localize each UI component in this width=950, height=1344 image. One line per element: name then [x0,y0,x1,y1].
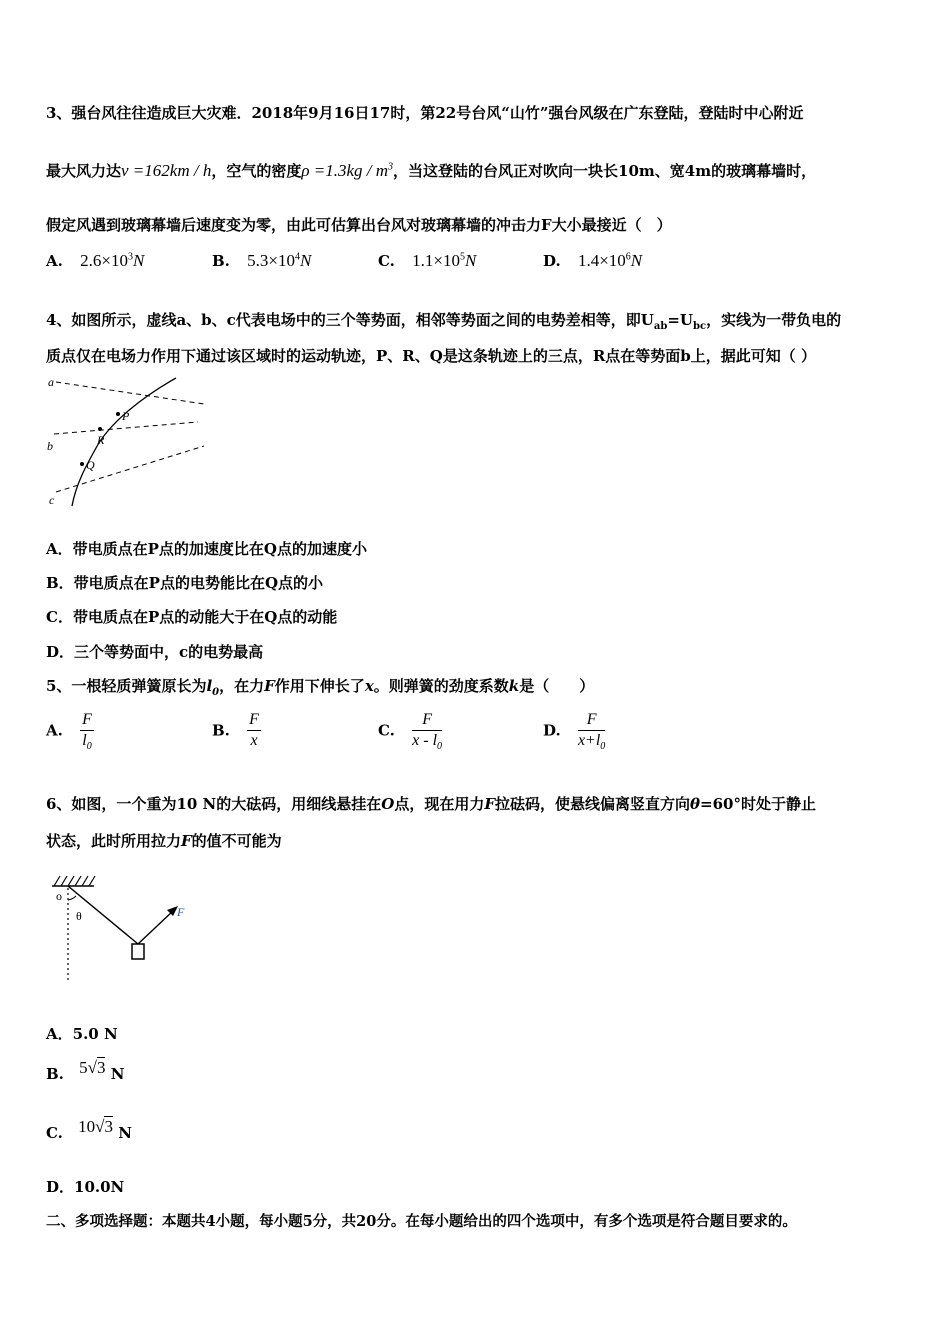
q6-line2-b: 的值不可能为 [191,832,282,850]
den-sub: 0 [600,741,606,753]
option-label: D. [543,721,561,740]
q6-line1 [46,793,816,814]
option-exp: 5 [459,251,465,263]
q3-option-d[interactable] [543,251,642,271]
force-line [138,910,174,944]
den-base: l [432,732,438,749]
option-label: A. [46,252,63,270]
q6-line1-d: =60°时处于静止 [700,795,816,813]
q5-k: k [508,677,520,695]
q5-option-a[interactable] [46,711,94,752]
q4-eq: =U [667,311,694,329]
den-base: x [250,732,258,749]
option-exp: 4 [294,251,300,263]
option-value [247,251,311,270]
q3-option-b[interactable] [212,251,311,271]
radicand: 3 [96,1058,106,1077]
q4-sub-bc: bc [693,321,707,332]
option-exp: 6 [625,251,631,263]
point-q [80,462,84,466]
q3-line2 [46,160,816,181]
q4-line1-b: ，实线为一带负电的 [706,311,842,329]
q5-stem-d: 。则弹簧的劲度系数 [373,677,509,695]
q4-option-b[interactable]: B．带电质点在P点的电势能比在Q点的小 [46,574,324,592]
q5-option-c[interactable] [378,711,442,752]
option-unit: N [464,251,477,270]
q5-stem [46,675,594,698]
sqrt-sign: √ [87,1058,97,1077]
option-label: B. [212,252,230,270]
fraction-numerator: F [578,711,605,731]
den-prefix: x+ [577,732,596,749]
q5-f: F [264,677,275,695]
fraction-denominator [578,731,605,752]
q5-option-b[interactable] [212,711,261,752]
sqrt-sign: √ [95,1117,105,1136]
q5-stem-a: 5、一根轻质弹簧原长为 [46,677,207,695]
point-p [116,412,120,416]
q5-stem-e: 是（ ） [519,677,595,695]
q5-l0-sub: 0 [212,687,220,698]
q6-line2-a: 状态，此时所用拉力 [46,832,182,850]
q3-option-c[interactable] [378,251,476,271]
option-value [80,251,144,270]
option-unit: N [630,251,643,270]
q5-l0-base: l [206,677,213,695]
q5-option-d[interactable] [543,711,605,752]
label-c: c [49,493,55,507]
option-unit: N [118,1124,132,1142]
q4-option-d[interactable]: D．三个等势面中，c的电势最高 [46,643,264,661]
option-exp: 3 [127,251,133,263]
option-value [78,1117,113,1136]
label-a: a [48,375,54,389]
q6-theta: θ [690,795,701,813]
q5-x: x [364,677,374,695]
fraction-denominator [412,731,442,752]
fraction-denominator [247,731,261,752]
label-p: P [122,409,130,423]
label-r: R [97,433,105,447]
q4-sub-ab: ab [653,321,668,332]
option-label: D. [543,252,561,270]
q6-pendulum-figure [46,870,196,990]
label-theta: θ [76,909,82,923]
option-label: B. [212,721,230,740]
label-f: F [177,905,185,919]
option-fraction [80,711,94,752]
q4-line1-a: 4、如图所示，虚线a、b、c代表电场中的三个等势面，相邻等势面之间的电势差相等，即U [46,311,654,329]
q6-option-b[interactable] [46,1058,125,1084]
q3-option-a[interactable] [46,251,144,271]
den-prefix: x - [412,732,433,749]
fraction-numerator: F [80,711,94,731]
den-sub: 0 [437,741,443,753]
option-value [578,251,642,270]
label-o: o [56,889,62,903]
option-fraction [578,711,605,752]
q6-option-d[interactable]: D．10.0N [46,1178,125,1196]
option-unit: N [132,251,145,270]
q6-option-a[interactable]: A．5.0 N [46,1025,118,1043]
den-base: l [595,732,601,749]
ceiling-hatch [54,876,95,886]
q6-line1-a: 6、如图，一个重为10 N的大砝码，用细线悬挂在 [46,795,382,813]
q5-stem-b: ，在力 [219,677,265,695]
q3-line2-suffix: ，当这登陆的台风正对吹向一块长10m、宽4m的玻璃幕墙时， [393,162,817,180]
equipotential-a [56,382,204,404]
q3-density-exp: 3 [388,161,394,173]
q6-f-2: F [181,832,192,850]
q3-velocity-expr: v =162km / h [121,161,212,180]
option-unit: N [110,1065,125,1083]
q4-line1 [46,309,841,332]
q4-option-a[interactable]: A．带电质点在P点的加速度比在Q点的加速度小 [46,540,367,558]
option-unit: N [299,251,312,270]
q5-stem-c: 作用下伸长了 [274,677,365,695]
q6-line1-c: 拉砝码，使悬线偏离竖直方向 [495,795,691,813]
q6-o: O [381,795,395,813]
q3-line3: 假定风遇到玻璃幕墙后速度变为零，由此可估算出台风对玻璃幕墙的冲击力F大小最接近（ ） [46,216,672,234]
fraction-numerator: F [247,711,261,731]
trajectory-curve [72,378,176,506]
option-label: C. [378,252,395,270]
coef: 5 [79,1058,88,1077]
option-label: C. [46,1124,63,1142]
option-fraction [412,711,442,752]
option-label: C. [378,721,395,740]
radicand: 3 [104,1117,113,1136]
section-2-heading: 二、多项选择题：本题共4小题，每小题5分，共20分。在每小题给出的四个选项中，有多个选项是符合题目要求的。 [46,1213,797,1230]
option-mantissa: 1.1×10 [412,251,460,270]
option-fraction [247,711,261,752]
q3-density-base: ρ =1.3kg / m [301,161,389,180]
option-mantissa: 2.6×10 [80,251,128,270]
fraction-numerator: F [412,711,442,731]
q3-density-expr [301,161,393,180]
den-sub: 0 [86,741,92,753]
q6-line2 [46,830,282,851]
coef: 10 [78,1117,96,1136]
q6-f: F [484,795,495,813]
point-r [98,427,102,431]
fraction-denominator [80,731,94,752]
q4-line2: 质点仅在电场力作用下通过该区域时的运动轨迹，P、R、Q是这条轨迹上的三点，R点在等势面b上，据此可知（ ） [46,347,816,365]
option-value [79,1058,105,1077]
option-mantissa: 5.3×10 [247,251,295,270]
q6-option-c[interactable] [46,1117,132,1143]
theta-arc [68,896,76,900]
q3-line2-prefix: 最大风力达 [46,162,122,180]
den-base: l [82,732,87,749]
label-q: Q [86,458,95,472]
option-mantissa: 1.4×10 [577,251,626,270]
weight-block [132,944,144,959]
q3-line1: 3、强台风往往造成巨大灾难．2018年9月16日17时，第22号台风“山竹”强台风级在广东登陆，登陆时中心附近 [46,104,804,122]
q4-equipotential-figure [44,372,214,512]
option-label: B. [46,1065,64,1083]
option-label: A. [46,721,63,740]
q3-line2-mid: ，空气的密度 [211,162,302,180]
q6-line1-b: 点，现在用力 [394,795,485,813]
option-value [412,251,476,270]
q4-option-c[interactable]: C．带电质点在P点的动能大于在Q点的动能 [46,608,338,626]
q5-l0 [206,677,220,698]
label-b: b [47,439,53,453]
equipotential-b [54,422,198,434]
